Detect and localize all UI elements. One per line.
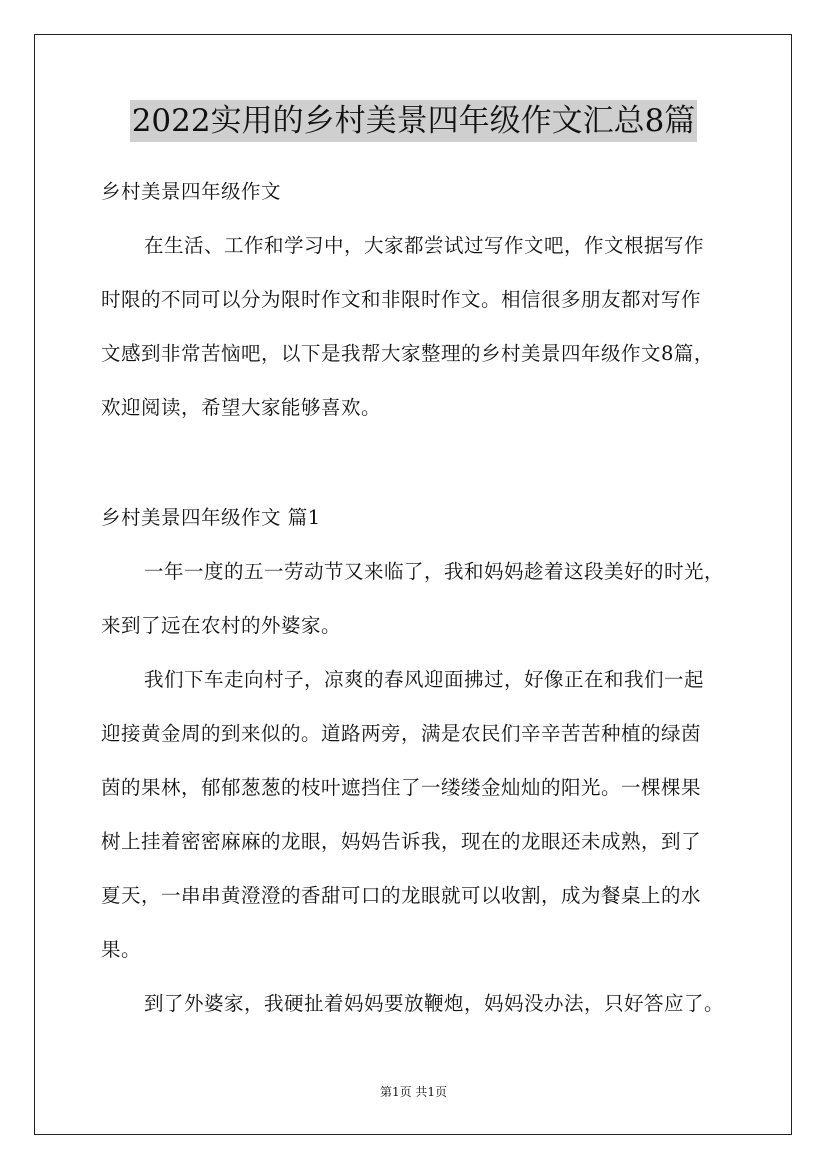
paragraph-line: 茵的果林，郁郁葱葱的枝叶遮挡住了一缕缕金灿灿的阳光。一棵棵果 — [101, 776, 702, 799]
intro-paragraph — [101, 219, 741, 435]
title-container — [0, 100, 827, 142]
paragraph-3 — [101, 977, 741, 1031]
intro-line: 欢迎阅读，希望大家能够喜欢。 — [101, 396, 382, 419]
intro-line: 时限的不同可以分为限时作文和非限时作文。相信很多朋友都对写作 — [101, 288, 702, 311]
paragraph-line: 迎接黄金周的到来似的。道路两旁，满是农民们辛辛苦苦种植的绿茵 — [101, 722, 702, 745]
intro-heading: 乡村美景四年级作文 — [101, 180, 282, 203]
intro-line: 在生活、工作和学习中，大家都尝试过写作文吧，作文根据写作 — [144, 234, 705, 257]
intro-heading-block — [101, 165, 741, 219]
paragraph-1 — [101, 545, 741, 653]
section-heading-block — [101, 491, 741, 545]
paragraph-line: 树上挂着密密麻麻的龙眼，妈妈告诉我，现在的龙眼还未成熟，到了 — [101, 830, 702, 853]
intro-line: 文感到非常苦恼吧，以下是我帮大家整理的乡村美景四年级作文8篇， — [101, 342, 714, 365]
paragraph-2 — [101, 653, 741, 977]
paragraph-line: 我们下车走向村子，凉爽的春风迎面拂过，好像正在和我们一起 — [144, 668, 705, 691]
paragraph-line: 夏天，一串串黄澄澄的香甜可口的龙眼就可以收割，成为餐桌上的水 — [101, 884, 702, 907]
paragraph-line: 来到了远在农村的外婆家。 — [101, 614, 342, 637]
page-footer: 第1页 共1页 — [379, 1085, 448, 1099]
document-title: 2022实用的乡村美景四年级作文汇总8篇 — [130, 100, 698, 142]
section-heading: 乡村美景四年级作文 篇1 — [101, 506, 321, 529]
paragraph-line: 果。 — [101, 938, 142, 961]
paragraph-line: 到了外婆家，我硬扯着妈妈要放鞭炮，妈妈没办法，只好答应了。 — [144, 992, 725, 1015]
paragraph-line: 一年一度的五一劳动节又来临了，我和妈妈趁着这段美好的时光， — [144, 560, 725, 583]
